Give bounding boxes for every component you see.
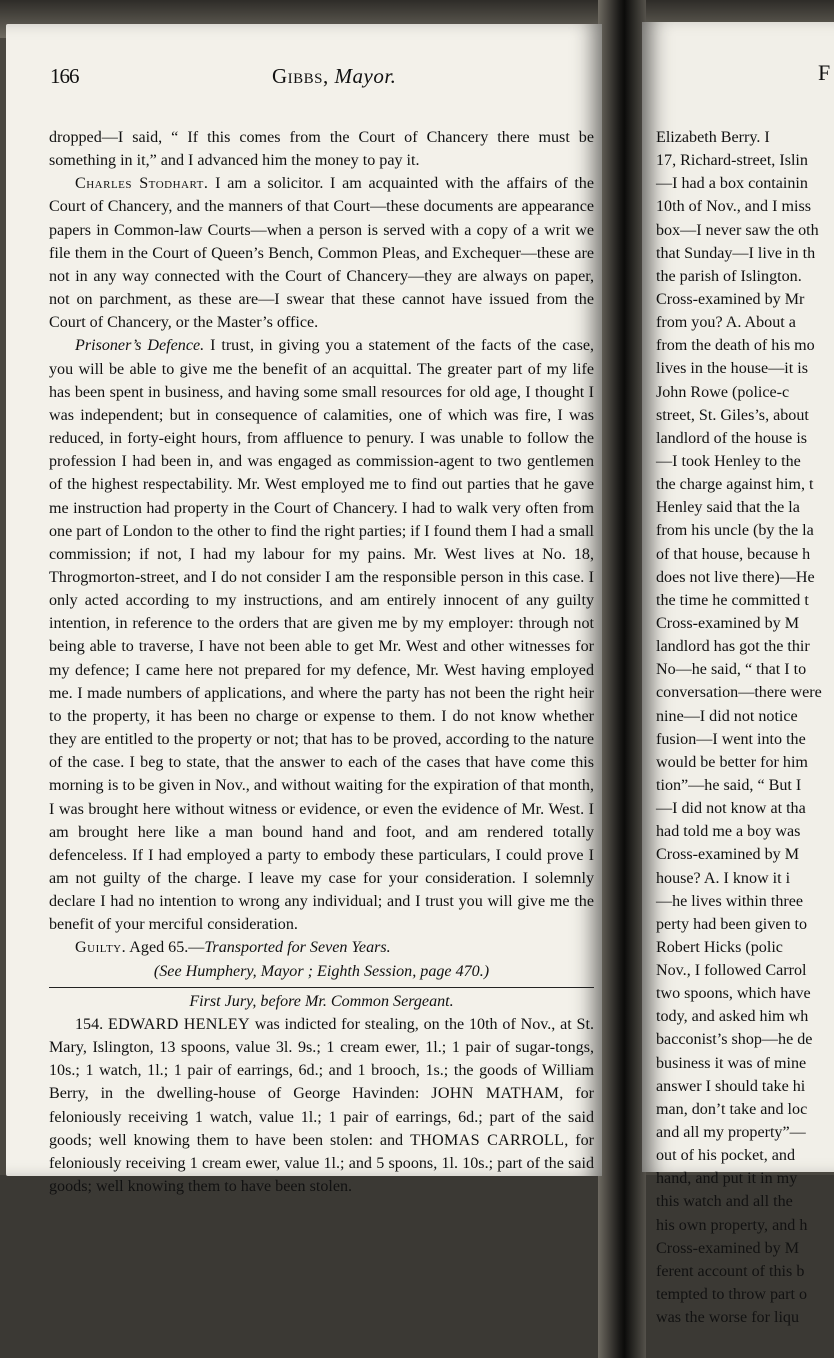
running-head-office: Mayor. xyxy=(334,64,397,88)
right-text-line: bacconist’s shop—he de xyxy=(656,1031,813,1049)
section-divider xyxy=(49,987,594,988)
witness-name: Charles Stodhart. xyxy=(75,175,209,193)
right-text-line: 17, Richard-street, Islin xyxy=(656,152,808,170)
right-text-line: would be better for him xyxy=(656,753,808,771)
right-text-line: of that house, because h xyxy=(656,545,811,563)
right-text-line: had told me a boy was xyxy=(656,823,801,841)
right-text-line: —I did not know at tha xyxy=(656,800,806,818)
right-text-line: Cross-examined by M xyxy=(656,614,800,632)
right-text-line: Cross-examined by M xyxy=(656,846,800,864)
right-text-line: conversation—there were xyxy=(656,684,822,702)
right-text-line: this watch and all the xyxy=(656,1193,793,1211)
right-text-line: that Sunday—I live in th xyxy=(656,244,816,262)
running-head-name: Gibbs, xyxy=(272,64,329,88)
right-text-line: No—he said, “ that I to xyxy=(656,661,807,679)
right-text-line: landlord of the house is xyxy=(656,429,808,447)
running-head xyxy=(50,60,580,92)
book-gutter xyxy=(598,0,646,1358)
indictment-text-1: was indicted for stealing, on the 10th of Nov., at St. Mary, Islington, 13 spoons, value 3l. 9s.; 1 cream ewer, 1l.; 1 pair of sugar-tongs, 10s.; 1 watch, 1l.; 1 pair of earrings, 6d.; and 1 brooch, 1s.; the goods of William Berry, in the dwelling-house of George Havinden: xyxy=(49,1015,594,1103)
verdict-age: Aged 65.— xyxy=(126,939,205,957)
right-text-line: Elizabeth Berry. I xyxy=(656,129,770,146)
second-defendant: JOHN MATHAM xyxy=(431,1085,560,1103)
paragraph-defence xyxy=(49,334,594,936)
right-text-line: Cross-examined by Mr xyxy=(656,290,805,308)
right-text-line: —he lives within three xyxy=(656,892,804,910)
defence-text: I trust, in giving you a statement of the facts of the case, you will be able to give me the benefit of an acquittal. The greater part of my life has been spent in business, and having some small resources for old age, I thought I was independent; but in consequence of calamities, one of which was fire, I was reduced, in forty-eight hours, from affluence to penury. I was unable to follow the profession I had been in, and was engaged as commission-agent to two gentlemen of the highest respectability. Mr. West employed me to find out parties that he gave me instruction had property in the Court of Chancery. I had to walk very often from one part of London to the other to find the right parties; if I found them I had a small commission; if not, I had my labour for my pains. Mr. West lives at No. 18, Throgmorton-street, and I do not consider I am the responsible person in this case. I only acted according to my instructions, and am entirely innocent of any guilty intention, in reference to the orders that are given me by my employer: through not being able to traverse, I have not been able to get Mr. West and other witnesses for my defence; I came here not prepared for my defence, Mr. West having employed me. I made numbers of applications, and where the party has not been the right heir to the property, it has been no charge or expense to them. I do not know whether they are entitled to the property or not; that has to be proved, according to the nature of the case. I beg to state, that the answer to each of the cases that have come this morning is to be given in Nov., and without waiting for the expiration of that month, I was brought here without witness or evidence, or even the evidence of Mr. West. I am brought here like a man bound hand and foot, and am rendered totally defenceless. If I had employed a party to embody these particulars, I could prove I am not guilty of the charge. I leave my case for your consideration. I solemnly declare I had no intention to wrong any individual; and I trust you will give me the benefit of your merciful consideration. xyxy=(49,337,594,934)
right-text-line: answer I should take hi xyxy=(656,1077,806,1095)
indictment-text-2: , for feloniously receiving 1 watch, value 1l.; 1 pair of earrings, 6d.; part of the said goods; well knowing them to have been stolen: and xyxy=(49,1085,594,1149)
verdict-sentence: Transported for Seven Years. xyxy=(204,939,391,957)
right-text-line: box—I never saw the oth xyxy=(656,221,819,239)
right-text-line: John Rowe (police-c xyxy=(656,383,790,401)
right-text-line: his own property, and h xyxy=(656,1216,808,1234)
right-text-line: perty had been given to xyxy=(656,915,808,933)
right-text-line: ferent account of this b xyxy=(656,1262,805,1280)
session-reference: (See Humphery, Mayor ; Eighth Session, page 470.) xyxy=(153,962,490,980)
right-text-line: lives in the house—it is xyxy=(656,360,808,378)
defendant-name: EDWARD HENLEY xyxy=(107,1015,250,1033)
page-number: 166 xyxy=(50,64,79,88)
right-text-line: Robert Hicks (polic xyxy=(656,938,783,956)
right-text-line: tion”—he said, “ But I xyxy=(656,776,802,794)
right-text-line: —I took Henley to the xyxy=(656,452,801,470)
running-head-title xyxy=(272,64,396,89)
verdict-line xyxy=(49,936,594,959)
right-text-line: the parish of Islington. xyxy=(656,267,802,285)
right-text-line: —I had a box containin xyxy=(656,175,808,193)
right-text-line: and all my property”— xyxy=(656,1124,806,1142)
right-text-line: from his uncle (by the la xyxy=(656,522,814,540)
right-running-head: F xyxy=(818,60,831,85)
right-text-line: tody, and asked him wh xyxy=(656,1008,809,1026)
right-text-line: fusion—I went into the xyxy=(656,730,806,748)
right-page-text xyxy=(656,126,834,1329)
right-text-line: Cross-examined by M xyxy=(656,1239,800,1257)
case-indictment xyxy=(49,1013,594,1198)
right-text-line: Nov., I followed Carrol xyxy=(656,962,807,980)
right-text-line: out of his pocket, and xyxy=(656,1147,796,1165)
indictment-text-3: , for feloniously receiving 1 cream ewer, value 1l.; and 5 spoons, 1l. 10s.; part of the said goods; well knowing them to have been stolen. xyxy=(49,1131,595,1196)
right-text-line: house? A. I know it i xyxy=(656,869,791,887)
right-text-line: the time he committed t xyxy=(656,591,809,609)
right-text-line: tempted to throw part o xyxy=(656,1286,808,1304)
verdict-label: Guilty. xyxy=(75,939,127,957)
paragraph-continuation: dropped—I said, “ If this comes from the Court of Chancery there must be something in it,” and I advanced him the money to pay it. xyxy=(49,129,594,170)
right-text-line: 10th of Nov., and I miss xyxy=(656,198,811,216)
right-text-line: hand, and put it in my xyxy=(656,1170,798,1188)
right-text-line: from the death of his mo xyxy=(656,337,815,355)
right-text-line: landlord has got the thir xyxy=(656,638,810,656)
jury-heading: First Jury, before Mr. Common Sergeant. xyxy=(189,992,454,1010)
right-text-line: from you? A. About a xyxy=(656,314,796,332)
witness-testimony: I am a solicitor. I am acquainted with the affairs of the Court of Chancery, and the manners of that Court—these documents are appearance papers in Common-law Courts—when a person is served with a copy of a writ we file them in the Court of Queen’s Bench, Common Pleas, and Exchequer—these are not in any way connected with the Court of Chancery—they are always on paper, not on parchment, as these are—I swear that these cannot have issued from the Court of Chancery, or the Master’s office. xyxy=(49,175,594,332)
left-page-text xyxy=(49,126,594,1198)
right-text-line: Henley said that the la xyxy=(656,499,800,517)
right-text-line: was the worse for liqu xyxy=(656,1309,800,1327)
right-text-line: street, St. Giles’s, about xyxy=(656,406,809,424)
right-text-line: nine—I did not notice xyxy=(656,707,798,725)
right-text-line: business it was of mine xyxy=(656,1054,807,1072)
right-text-line: the charge against him, t xyxy=(656,476,814,494)
right-text-line: two spoons, which have xyxy=(656,985,811,1003)
paragraph-stodhart xyxy=(49,172,594,334)
third-defendant: THOMAS CARROLL xyxy=(410,1131,565,1149)
right-text-line: man, don’t take and loc xyxy=(656,1100,808,1118)
defence-label: Prisoner’s Defence. xyxy=(75,337,205,355)
case-number: 154. xyxy=(75,1015,104,1033)
right-text-line: does not live there)—He xyxy=(656,568,815,586)
